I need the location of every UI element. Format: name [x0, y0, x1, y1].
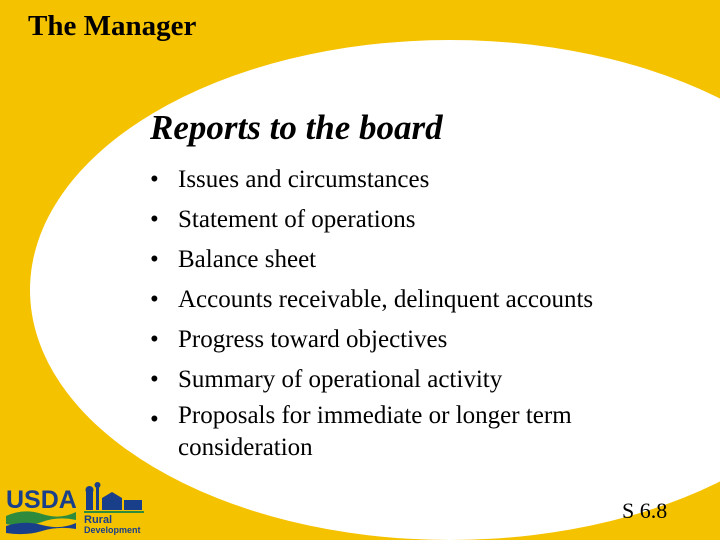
bullet-text: Progress toward objectives	[178, 326, 448, 353]
bullet-text: Issues and circumstances	[178, 166, 430, 193]
slide-subtitle: Reports to the board	[150, 108, 443, 147]
bullet-text-continuation: consideration	[178, 434, 313, 461]
bullet-text: Accounts receivable, delinquent accounts	[178, 286, 594, 313]
rural-logo-text: Rural	[84, 514, 113, 526]
bullet-item	[150, 360, 653, 400]
bullet-item	[150, 160, 653, 200]
bullet-icon: •	[150, 246, 159, 273]
usda-rural-development-logo	[4, 480, 146, 535]
rural-development-icon	[84, 482, 144, 512]
bullet-item	[150, 400, 653, 464]
bullet-item	[150, 240, 653, 280]
bullet-icon: •	[150, 326, 159, 353]
bullet-icon: •	[150, 406, 159, 433]
bullet-text: Statement of operations	[178, 206, 416, 233]
bullet-text: Balance sheet	[178, 246, 317, 273]
bullet-icon: •	[150, 166, 159, 193]
bullet-item	[150, 200, 653, 240]
slide-number: S 6.8	[622, 498, 668, 523]
usda-logo-text: USDA	[6, 486, 77, 514]
bullet-icon: •	[150, 366, 159, 393]
bullet-icon: •	[150, 206, 159, 233]
slide-title: The Manager	[28, 10, 197, 42]
development-logo-text: Development	[84, 525, 141, 535]
bullet-icon: •	[150, 286, 159, 313]
bullet-list	[150, 160, 653, 464]
bullet-item	[150, 280, 653, 320]
bullet-text: Proposals for immediate or longer term	[178, 402, 572, 429]
usda-blue-swoosh	[6, 523, 76, 534]
bullet-item	[150, 320, 653, 360]
bullet-text: Summary of operational activity	[178, 366, 503, 393]
